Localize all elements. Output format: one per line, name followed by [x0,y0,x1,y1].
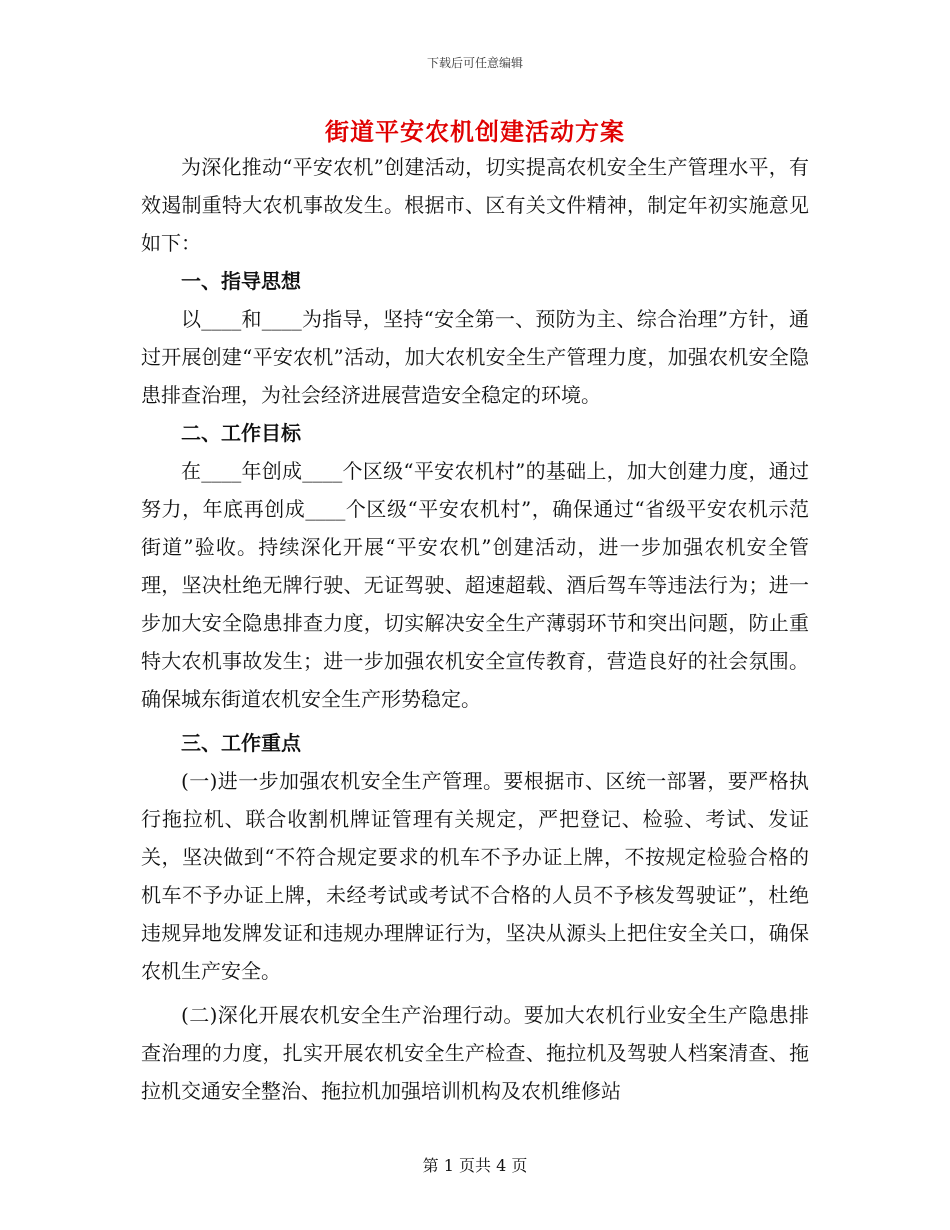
paragraph-work-focus-2: (二)深化开展农机安全生产治理行动。要加大农机行业安全生产隐患排查治理的力度，扎实开展农机安全生产检查、拖拉机及驾驶人档案清查、拖拉机交通安全整治、拖拉机加强培训机构及农机维修站 [141,1003,809,1103]
paragraph-guiding-ideology: 以____和____为指导，坚持“安全第一、预防为主、综合治理”方针，通过开展创建“平安农机”活动，加大农机安全生产管理力度，加强农机安全隐患排查治理，为社会经济进展营造安全稳定的环境。 [141,307,809,407]
section-heading-work-goals: 二、工作目标 [181,421,301,445]
page-number: 第 1 页共 4 页 [422,1156,528,1175]
paragraph-work-goals: 在____年创成____个区级“平安农机村”的基础上，加大创建力度，通过努力，年底再创成____个区级“平安农机村”，确保通过“省级平安农机示范街道”验收。持续深化开展“平安农机”创建活动，进一步加强农机安全管理，坚决杜绝无牌行驶、无证驾驶、超速超载、酒后驾车等违法行为；进一步加大安全隐患排查力度，切实解决安全生产薄弱环节和突出问题，防止重特大农机事故发生；进一步加强农机安全宣传教育，营造良好的社会氛围。确保城东街道农机安全生产形势稳定。 [141,459,809,711]
paragraph-work-focus-1: (一)进一步加强农机安全生产管理。要根据市、区统一部署，要严格执行拖拉机、联合收割机牌证管理有关规定，严把登记、检验、考试、发证关，坚决做到“不符合规定要求的机车不予办证上牌，不按规定检验合格的机车不予办证上牌，未经考试或考试不合格的人员不予核发驾驶证”，杜绝违规异地发牌发证和违规办理牌证行为，坚决从源头上把住安全关口，确保农机生产安全。 [141,769,809,983]
section-heading-guiding-ideology: 一、指导思想 [181,269,301,293]
header-note: 下载后可任意编辑 [426,56,523,70]
section-heading-work-focus: 三、工作重点 [181,731,301,755]
intro-paragraph: 为深化推动“平安农机”创建活动，切实提高农机安全生产管理水平，有效遏制重特大农机事故发生。根据市、区有关文件精神，制定年初实施意见如下： [141,155,809,255]
document-body [141,148,809,1110]
document-title: 街道平安农机创建活动方案 [325,117,625,146]
